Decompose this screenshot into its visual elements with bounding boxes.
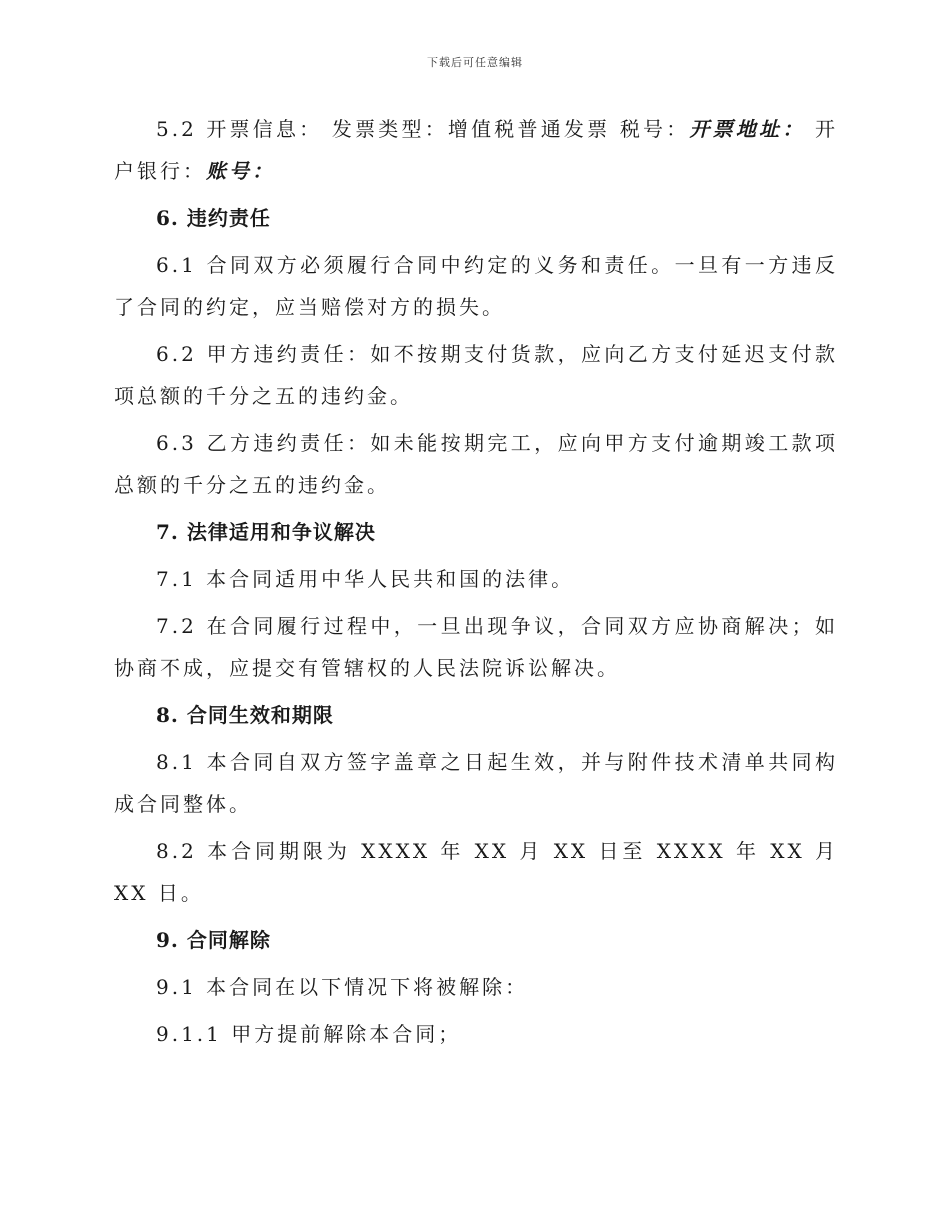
paragraph-6-3: 6.3 乙方违约责任：如未能按期完工，应向甲方支付逾期竣工款项总额的千分之五的违约金。 (114, 431, 838, 497)
paragraph-9-1-1: 9.1.1 甲方提前解除本合同； (156, 1022, 462, 1046)
heading-7: 7. 法律适用和争议解决 (156, 520, 376, 544)
heading-8: 8. 合同生效和期限 (156, 703, 334, 727)
invoice-info-text: 5.2 开票信息： 发票类型：增值税普通发票 税号： (156, 117, 690, 141)
invoice-address-label: 开票地址： (689, 117, 806, 141)
paragraph-6-2: 6.2 甲方违约责任：如不按期支付货款，应向乙方支付延迟支付款项总额的千分之五的违约金。 (114, 342, 838, 408)
page-header: 下载后可任意编辑 (427, 56, 523, 69)
paragraph-9-1: 9.1 本合同在以下情况下将被解除： (156, 975, 529, 999)
bank-label: 开户银行： (114, 117, 839, 183)
paragraph-8-2: 8.2 本合同期限为 XXXX 年 XX 月 XX 日至 XXXX 年 XX 月 XX 日。 (114, 839, 838, 905)
paragraph-8-1: 8.1 本合同自双方签字盖章之日起生效，并与附件技术清单共同构成合同整体。 (114, 750, 838, 816)
paragraph-6-1: 6.1 合同双方必须履行合同中约定的义务和责任。一旦有一方违反了合同的约定，应当赔偿对方的损失。 (114, 253, 838, 319)
heading-6: 6. 违约责任 (156, 206, 271, 230)
account-label: 账号： (206, 159, 275, 183)
paragraph-7-2: 7.2 在合同履行过程中，一旦出现争议，合同双方应协商解决；如协商不成，应提交有管辖权的人民法院诉讼解决。 (114, 614, 838, 680)
paragraph-5-2 (114, 108, 838, 192)
document-body (114, 108, 838, 1060)
heading-9: 9. 合同解除 (156, 928, 271, 952)
paragraph-7-1: 7.1 本合同适用中华人民共和国的法律。 (156, 567, 575, 591)
